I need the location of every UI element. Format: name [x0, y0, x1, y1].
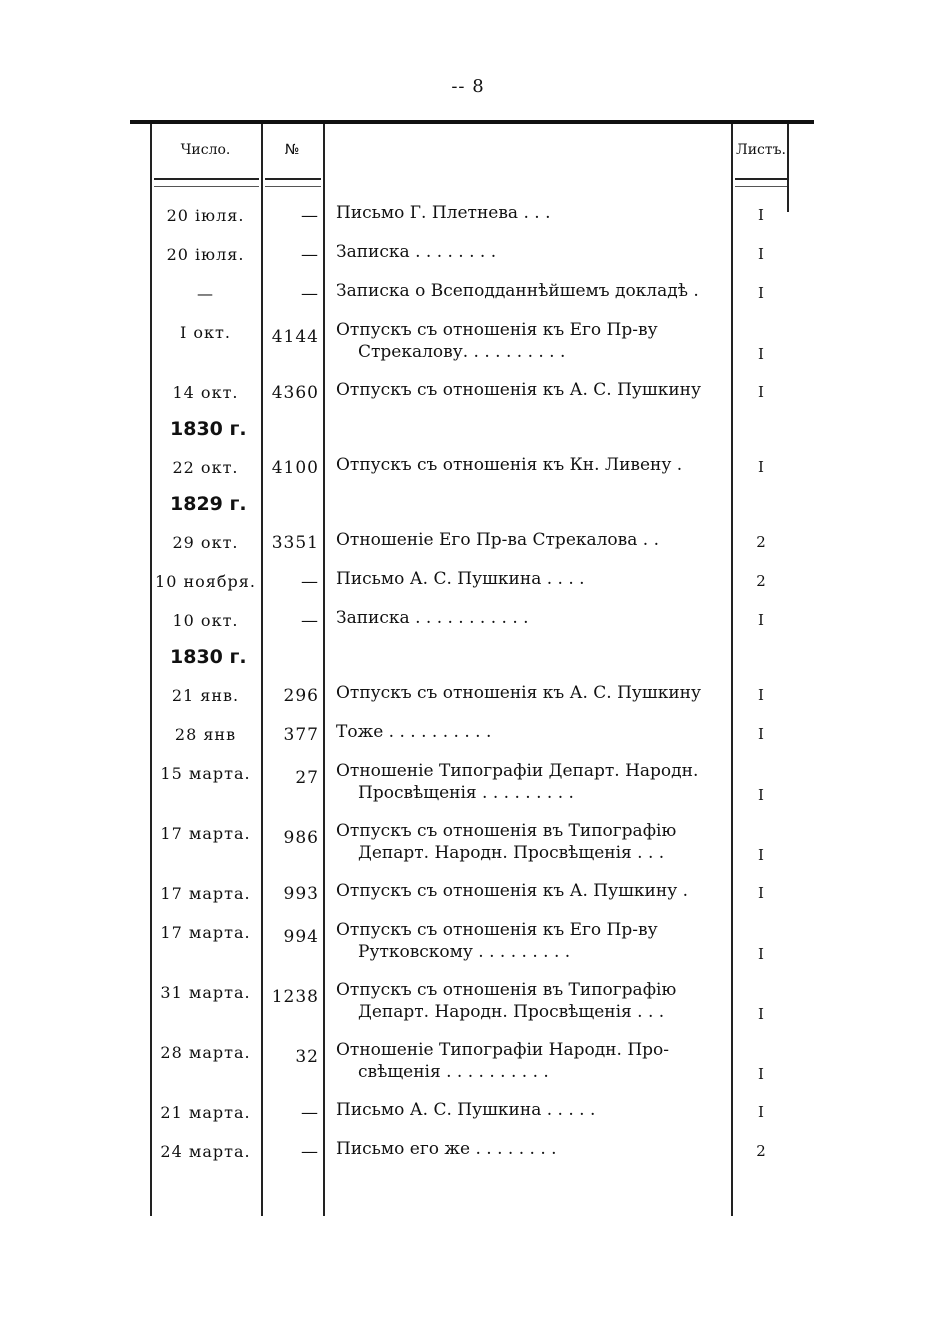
header-number: № [284, 142, 300, 158]
year-heading-row [130, 493, 814, 529]
entry-description [336, 1138, 720, 1160]
table-row [130, 379, 814, 418]
header-rule [265, 178, 321, 187]
entry-date: 21 янв. [171, 686, 240, 705]
table-row [130, 568, 814, 607]
description-line: Отношеніе Типографіи Департ. Народн. [336, 761, 699, 781]
entry-date: 20 іюля. [166, 206, 245, 225]
description-line: Департ. Народн. Просвѣщенія . . . [358, 1002, 665, 1022]
entry-description [336, 820, 720, 864]
entry-date: 20 іюля. [166, 245, 245, 264]
header-rule [154, 178, 259, 187]
header-rule [735, 178, 787, 187]
entry-date: 10 ноября. [155, 572, 256, 591]
entry-sheets: I [758, 786, 764, 804]
description-line: Письмо А. С. Пушкина . . . . [336, 569, 585, 589]
description-line: Записка . . . . . . . . . . . [336, 608, 529, 628]
table-row [130, 1099, 814, 1138]
table-row [130, 820, 814, 880]
entry-sheets: I [758, 245, 764, 263]
entry-date: 28 марта. [160, 1043, 251, 1062]
table-row [130, 241, 814, 280]
entry-description [336, 379, 720, 401]
page-number: -- 8 [451, 76, 485, 97]
entry-number: — [301, 245, 319, 265]
description-line: Отпускъ съ отношенія къ А. С. Пушкину [336, 683, 702, 703]
description-line: Просвѣщенія . . . . . . . . . [358, 783, 574, 803]
table-row [130, 721, 814, 760]
description-line: Отпускъ съ отношенія къ А. С. Пушкину [336, 380, 702, 400]
entry-date: 28 янв [174, 725, 237, 744]
entry-description [336, 202, 720, 224]
table-row [130, 202, 814, 241]
description-line: Записка . . . . . . . . [336, 242, 497, 262]
entry-sheets: I [758, 345, 764, 363]
description-line: Записка о Всеподданнѣйшемъ докладѣ . [336, 281, 699, 301]
description-line: Отпускъ съ отношенія въ Типографію [336, 980, 677, 1000]
entry-sheets: I [758, 725, 764, 743]
entry-number: — [301, 1142, 319, 1162]
table-row [130, 682, 814, 721]
entry-sheets: I [758, 206, 764, 224]
entry-number: 27 [295, 768, 319, 788]
entry-description [336, 721, 720, 743]
entry-sheets: I [758, 284, 764, 302]
entry-date: 17 марта. [160, 923, 251, 942]
description-line: Письмо его же . . . . . . . . [336, 1139, 557, 1159]
entry-sheets: I [758, 945, 764, 963]
entry-number: 986 [283, 828, 319, 848]
description-line: Департ. Народн. Просвѣщенія . . . [358, 843, 665, 863]
entry-date: 14 окт. [172, 383, 239, 402]
year-label: 1830 г. [170, 418, 247, 440]
table-row [130, 919, 814, 979]
entry-description [336, 760, 720, 804]
entry-description [336, 979, 720, 1023]
entry-number: 1238 [271, 987, 319, 1007]
entry-sheets: I [758, 846, 764, 864]
entry-description [336, 1039, 720, 1083]
description-line: Письмо Г. Плетнева . . . [336, 203, 551, 223]
year-heading-row [130, 646, 814, 682]
entry-date: 15 марта. [160, 764, 251, 783]
entry-description [336, 280, 720, 302]
entry-date: 21 марта. [160, 1103, 251, 1122]
entry-description [336, 1099, 720, 1121]
entry-date: 10 окт. [172, 611, 239, 630]
entry-number: — [301, 611, 319, 631]
entry-description [336, 241, 720, 263]
entry-description [336, 529, 720, 551]
table-row [130, 607, 814, 646]
description-line: Отношеніе Типографіи Народн. Про- [336, 1040, 670, 1060]
entry-number: 296 [283, 686, 319, 706]
entry-number: 4360 [271, 383, 319, 403]
description-line: Отпускъ съ отношенія въ Типографію [336, 821, 677, 841]
entry-sheets: 2 [756, 572, 766, 590]
entry-date: 17 марта. [160, 824, 251, 843]
header-date: Число. [180, 142, 231, 158]
description-line: Отпускъ съ отношенія къ Кн. Ливену . [336, 455, 683, 475]
table-row [130, 979, 814, 1039]
year-label: 1829 г. [170, 493, 247, 515]
entry-sheets: I [758, 1065, 764, 1083]
entry-description [336, 454, 720, 476]
table-row [130, 529, 814, 568]
entry-number: 4100 [271, 458, 319, 478]
entry-sheets: I [758, 611, 764, 629]
entry-description [336, 319, 720, 363]
year-heading-row [130, 418, 814, 454]
entry-sheets: I [758, 884, 764, 902]
table-row [130, 880, 814, 919]
entry-description [336, 880, 720, 902]
table-row [130, 760, 814, 820]
entry-date: 24 марта. [160, 1142, 251, 1161]
description-line: свѣщенія . . . . . . . . . . [358, 1062, 549, 1082]
entry-date: 17 марта. [160, 884, 251, 903]
entry-description [336, 607, 720, 629]
entry-description [336, 682, 720, 704]
entry-number: 32 [295, 1047, 319, 1067]
entry-date: I окт. [180, 323, 231, 342]
description-line: Отпускъ съ отношенія къ Его Пр-ву [336, 320, 658, 340]
entry-date: 31 марта. [160, 983, 251, 1002]
entry-number: — [301, 284, 319, 304]
description-line: Стрекалову. . . . . . . . . . [358, 342, 566, 362]
entry-number: 994 [283, 927, 319, 947]
entry-description [336, 568, 720, 590]
entry-date: — [197, 284, 214, 303]
description-line: Тоже . . . . . . . . . . [336, 722, 492, 742]
entry-date: 22 окт. [172, 458, 239, 477]
entry-sheets: I [758, 1103, 764, 1121]
entry-date: 29 окт. [172, 533, 239, 552]
entry-sheets: I [758, 686, 764, 704]
entry-number: — [301, 206, 319, 226]
description-line: Письмо А. С. Пушкина . . . . . [336, 1100, 596, 1120]
entry-description [336, 919, 720, 963]
register-table [130, 120, 814, 1215]
table-row [130, 1039, 814, 1099]
year-label: 1830 г. [170, 646, 247, 668]
table-row [130, 1138, 814, 1177]
table-row [130, 319, 814, 379]
entry-number: 993 [283, 884, 319, 904]
column-divider [787, 124, 789, 212]
entry-sheets: I [758, 1005, 764, 1023]
entry-sheets: 2 [756, 1142, 766, 1160]
entry-number: 377 [283, 725, 319, 745]
description-line: Отпускъ съ отношенія къ А. Пушкину . [336, 881, 689, 901]
table-body [130, 202, 814, 1177]
table-row [130, 280, 814, 319]
description-line: Отношеніе Его Пр-ва Стрекалова . . [336, 530, 659, 550]
table-top-rule [130, 120, 814, 124]
table-row [130, 454, 814, 493]
description-line: Рутковскому . . . . . . . . . [358, 942, 571, 962]
header-sheets: Листъ. [736, 142, 786, 158]
entry-sheets: I [758, 383, 764, 401]
entry-sheets: I [758, 458, 764, 476]
entry-sheets: 2 [756, 533, 766, 551]
entry-number: 3351 [271, 533, 319, 553]
entry-number: — [301, 572, 319, 592]
entry-number: 4144 [271, 327, 319, 347]
entry-number: — [301, 1103, 319, 1123]
description-line: Отпускъ съ отношенія къ Его Пр-ву [336, 920, 658, 940]
